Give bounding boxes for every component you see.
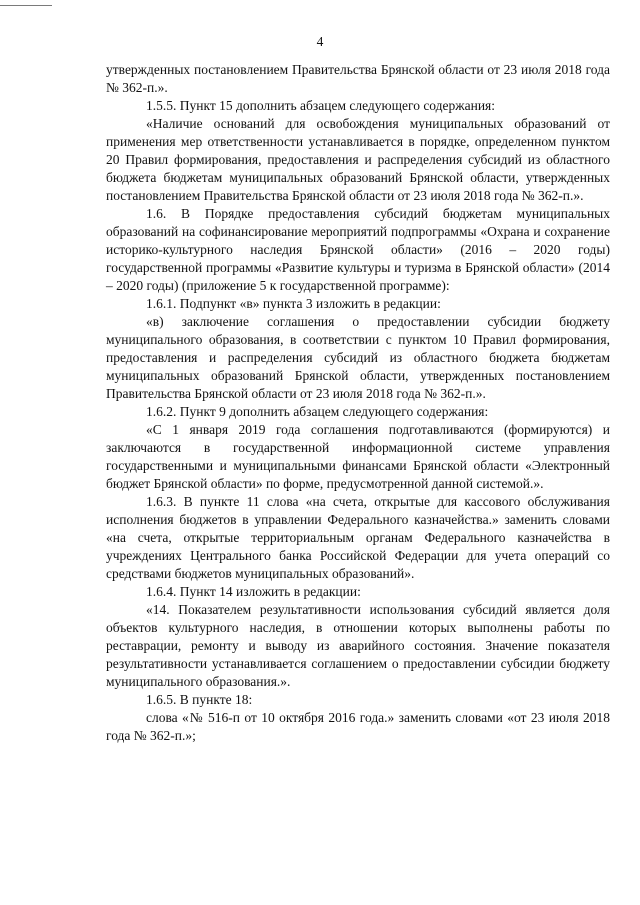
paragraph: 1.6.3. В пункте 11 слова «на счета, открытые для кассового обслуживания исполнения бюджетов в управлении Федерального казначейства.» заменить словами «на счета, открытые территориальным органам Федерального казначейства в учреждениях Центрального банка Российской Федерации для учета операций со средствами бюджетов муниципальных образований». [106,494,610,581]
document-body [106,61,610,745]
paragraph: 1.6.5. В пункте 18: [146,692,253,707]
paragraph: «в) заключение соглашения о предоставлении субсидии бюджету муниципального образования, в соответствии с пунктом 10 Правил формирования, предоставления и распределения субсидий из областного бюджета бюджетам муниципальных образований Брянской области, утвержденных постановлением Правительства Брянской области от 23 июля 2018 года № 362-п.». [106,314,610,401]
paragraph: «14. Показателем результативности использования субсидий является доля объектов культурного наследия, в отношении которых выполнены работы по реставрации, ремонту и выводу из аварийного состояния. Значение показателя результативности устанавливается соглашением о предоставлении субсидии бюджету муниципального образования.». [106,602,610,689]
paragraph: 1.6.4. Пункт 14 изложить в редакции: [146,584,361,599]
paragraph: 1.6. В Порядке предоставления субсидий бюджетам муниципальных образований на софинансирование мероприятий подпрограммы «Охрана и сохранение историко-культурного наследия Брянской области» (2016 – 2020 годы) государственной программы «Развитие культуры и туризма в Брянской области» (2014 – 2020 годы) (приложение 5 к государственной программе): [106,206,610,293]
paragraph: слова «№ 516-п от 10 октября 2016 года.» заменить словами «от 23 июля 2018 года № 362-п.»; [106,710,610,743]
corner-scan-mark [0,0,52,6]
paragraph: 1.6.1. Подпункт «в» пункта 3 изложить в редакции: [146,296,441,311]
paragraph: утвержденных постановлением Правительства Брянской области от 23 июля 2018 года № 362-п.». [106,62,610,95]
paragraph: 1.5.5. Пункт 15 дополнить абзацем следующего содержания: [146,98,496,113]
paragraph: «С 1 января 2019 года соглашения подготавливаются (формируются) и заключаются в государственной информационной системе управления государственными и муниципальными финансами Брянской области «Электронный бюджет Брянской области» по форме, предусмотренной данной системой.». [106,422,610,491]
page-number: 4 [316,34,324,49]
paragraph: 1.6.2. Пункт 9 дополнить абзацем следующего содержания: [146,404,489,419]
paragraph: «Наличие оснований для освобождения муниципальных образований от применения мер ответственности устанавливается в порядке, определенном пунктом 20 Правил формирования, предоставления и распределения субсидий из областного бюджета бюджетам муниципальных образований Брянской области, утвержденных постановлением Правительства Брянской области от 23 июля 2018 года № 362-п.». [106,116,610,203]
